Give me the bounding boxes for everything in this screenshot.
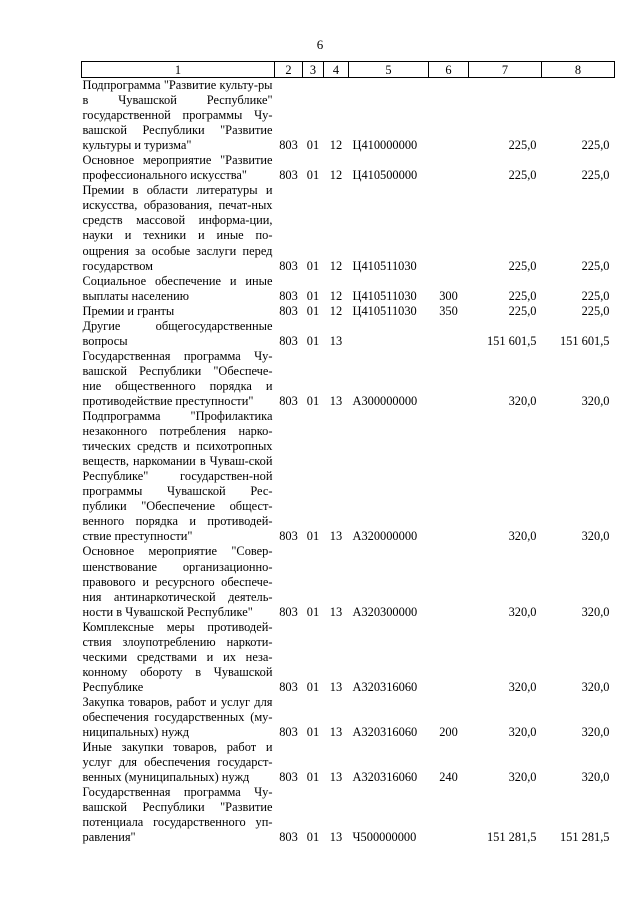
column-header: 2: [275, 62, 303, 78]
subsection-code-cell: 12: [329, 168, 343, 183]
amount-year1-cell: 225,0: [508, 138, 537, 153]
target-article-cell: Ц410500000: [352, 168, 418, 183]
table-row: [82, 409, 615, 544]
ministry-code-cell: 803: [279, 725, 298, 740]
section-code-cell: 01: [306, 288, 320, 303]
table-row: [82, 785, 615, 845]
target-article-cell: Ч500000000: [352, 830, 417, 845]
target-article-cell: А320316060: [352, 770, 418, 785]
row-name-cell: Премии и гранты: [82, 303, 175, 318]
expense-type-cell: [429, 319, 469, 349]
table-row: [82, 544, 615, 619]
expense-type-cell: [429, 544, 469, 619]
target-article-cell: А320316060: [352, 679, 418, 694]
section-code-cell: 01: [306, 333, 320, 348]
expense-type-cell: [429, 183, 469, 273]
expense-type-cell: [429, 349, 469, 409]
row-name-cell: Подпрограмма "Развитие культу-ры в Чувашской Республике" государственной программы Чу-вашской Республики "Развитие культуры и туризма": [82, 78, 273, 153]
expense-type-cell: 300: [439, 288, 458, 303]
section-code-cell: 01: [306, 679, 320, 694]
expense-type-cell: [429, 409, 469, 544]
amount-year1-cell: 225,0: [508, 258, 537, 273]
amount-year1-cell: 151 601,5: [486, 333, 537, 348]
section-code-cell: 01: [306, 393, 320, 408]
amount-year1-cell: 320,0: [508, 679, 537, 694]
table-row: [82, 153, 615, 183]
target-article-cell: А320300000: [352, 604, 418, 619]
amount-year1-cell: 320,0: [508, 604, 537, 619]
table-row: [82, 319, 615, 349]
column-header: 6: [429, 62, 469, 78]
expense-type-cell: [429, 785, 469, 845]
subsection-code-cell: 13: [329, 529, 343, 544]
ministry-code-cell: 803: [279, 258, 298, 273]
amount-year2-cell: 151 601,5: [559, 333, 610, 348]
subsection-code-cell: 12: [329, 138, 343, 153]
row-name-cell: Другие общегосударственные вопросы: [82, 318, 273, 348]
expense-type-cell: [429, 620, 469, 695]
amount-year2-cell: 225,0: [581, 258, 610, 273]
section-code-cell: 01: [306, 303, 320, 318]
ministry-code-cell: 803: [279, 288, 298, 303]
table-row: [82, 183, 615, 273]
row-name-cell: Иные закупки товаров, работ и услуг для обеспечения государст-венных (муниципальных) нужд: [82, 740, 273, 785]
column-header: 3: [303, 62, 324, 78]
row-name-cell: Закупка товаров, работ и услуг для обеспечения государственных (му-ниципальных) нужд: [82, 694, 273, 740]
row-name-cell: Подпрограмма "Профилактика незаконного потребления нарко-тических средств и психотропных веществ, наркомании в Чуваш-ской Республике" государствен-ной программы Чувашской Рес-публики "Обеспечение общест-венного порядка и противодей-ствие преступности": [82, 409, 273, 544]
amount-year1-cell: 225,0: [508, 288, 537, 303]
amount-year2-cell: 320,0: [581, 679, 610, 694]
subsection-code-cell: 13: [329, 830, 343, 845]
table-row: [82, 304, 615, 319]
target-article-cell: А320316060: [352, 725, 418, 740]
expense-type-cell: 350: [439, 303, 458, 318]
amount-year2-cell: 225,0: [581, 303, 610, 318]
table-row: [82, 620, 615, 695]
expense-type-cell: [429, 153, 469, 183]
row-name-cell: Основное мероприятие "Развитие профессионального искусства": [82, 153, 273, 183]
budget-table: [81, 61, 615, 845]
column-header: 5: [349, 62, 429, 78]
table-row: [82, 349, 615, 409]
table-row: [82, 740, 615, 785]
row-name-cell: Основное мероприятие "Совер-шенствование организационно-правового и ресурсного обеспече-ния антинаркотической деятель-ности в Чувашской Республике": [82, 544, 273, 619]
subsection-code-cell: 12: [329, 303, 343, 318]
subsection-code-cell: 13: [329, 725, 343, 740]
row-name-cell: Социальное обеспечение и иные выплаты населению: [82, 273, 273, 303]
row-name-cell: Комплексные меры противодей-ствия злоупотреблению наркоти-ческими средствами и их неза-конному обороту в Чувашской Республике: [82, 619, 273, 694]
target-article-cell: А300000000: [352, 393, 418, 408]
amount-year2-cell: 320,0: [581, 604, 610, 619]
ministry-code-cell: 803: [279, 168, 298, 183]
row-name-cell: Премии в области литературы и искусства, образования, печат-ных средств массовой информа-ции, науки и техники и иные по-ощрения за особые заслуги перед государством: [82, 183, 273, 273]
target-article-cell: Ц410511030: [352, 303, 417, 318]
table-row: [82, 695, 615, 740]
ministry-code-cell: 803: [279, 679, 298, 694]
amount-year2-cell: 320,0: [581, 770, 610, 785]
expense-type-cell: 200: [439, 725, 458, 740]
subsection-code-cell: 13: [329, 393, 343, 408]
expense-type-cell: 240: [439, 770, 458, 785]
section-code-cell: 01: [306, 770, 320, 785]
amount-year2-cell: 225,0: [581, 288, 610, 303]
section-code-cell: 01: [306, 529, 320, 544]
column-header: 7: [469, 62, 542, 78]
subsection-code-cell: 12: [329, 288, 343, 303]
section-code-cell: 01: [306, 138, 320, 153]
amount-year1-cell: 320,0: [508, 529, 537, 544]
section-code-cell: 01: [306, 258, 320, 273]
amount-year2-cell: 225,0: [581, 168, 610, 183]
subsection-code-cell: 12: [329, 258, 343, 273]
target-article-cell: Ц410511030: [352, 288, 417, 303]
ministry-code-cell: 803: [279, 830, 298, 845]
row-name-cell: Государственная программа Чу-вашской Республики "Обеспече-ние общественного порядка и противодействие преступности": [82, 348, 273, 408]
section-code-cell: 01: [306, 604, 320, 619]
ministry-code-cell: 803: [279, 604, 298, 619]
ministry-code-cell: 803: [279, 303, 298, 318]
column-number-header: [82, 62, 615, 78]
amount-year1-cell: 151 281,5: [486, 830, 537, 845]
amount-year2-cell: 320,0: [581, 529, 610, 544]
column-header: 1: [82, 62, 275, 78]
amount-year1-cell: 320,0: [508, 725, 537, 740]
subsection-code-cell: 13: [329, 679, 343, 694]
amount-year2-cell: 320,0: [581, 393, 610, 408]
target-article-cell: Ц410511030: [352, 258, 417, 273]
amount-year2-cell: 225,0: [581, 138, 610, 153]
amount-year1-cell: 320,0: [508, 393, 537, 408]
column-header: 8: [542, 62, 615, 78]
page-number: 6: [316, 37, 324, 52]
amount-year1-cell: 225,0: [508, 303, 537, 318]
target-article-cell: [349, 319, 429, 349]
section-code-cell: 01: [306, 830, 320, 845]
subsection-code-cell: 13: [329, 770, 343, 785]
section-code-cell: 01: [306, 168, 320, 183]
amount-year2-cell: 151 281,5: [559, 830, 610, 845]
table-row: [82, 78, 615, 154]
subsection-code-cell: 13: [329, 333, 343, 348]
ministry-code-cell: 803: [279, 138, 298, 153]
amount-year2-cell: 320,0: [581, 725, 610, 740]
section-code-cell: 01: [306, 725, 320, 740]
subsection-code-cell: 13: [329, 604, 343, 619]
ministry-code-cell: 803: [279, 770, 298, 785]
amount-year1-cell: 225,0: [508, 168, 537, 183]
target-article-cell: Ц410000000: [352, 138, 418, 153]
table-row: [82, 274, 615, 304]
row-name-cell: Государственная программа Чу-вашской Республики "Развитие потенциала государственного уп-равления": [82, 785, 273, 845]
ministry-code-cell: 803: [279, 529, 298, 544]
target-article-cell: А320000000: [352, 529, 418, 544]
expense-type-cell: [429, 78, 469, 154]
amount-year1-cell: 320,0: [508, 770, 537, 785]
ministry-code-cell: 803: [279, 393, 298, 408]
ministry-code-cell: 803: [279, 333, 298, 348]
column-header: 4: [324, 62, 349, 78]
